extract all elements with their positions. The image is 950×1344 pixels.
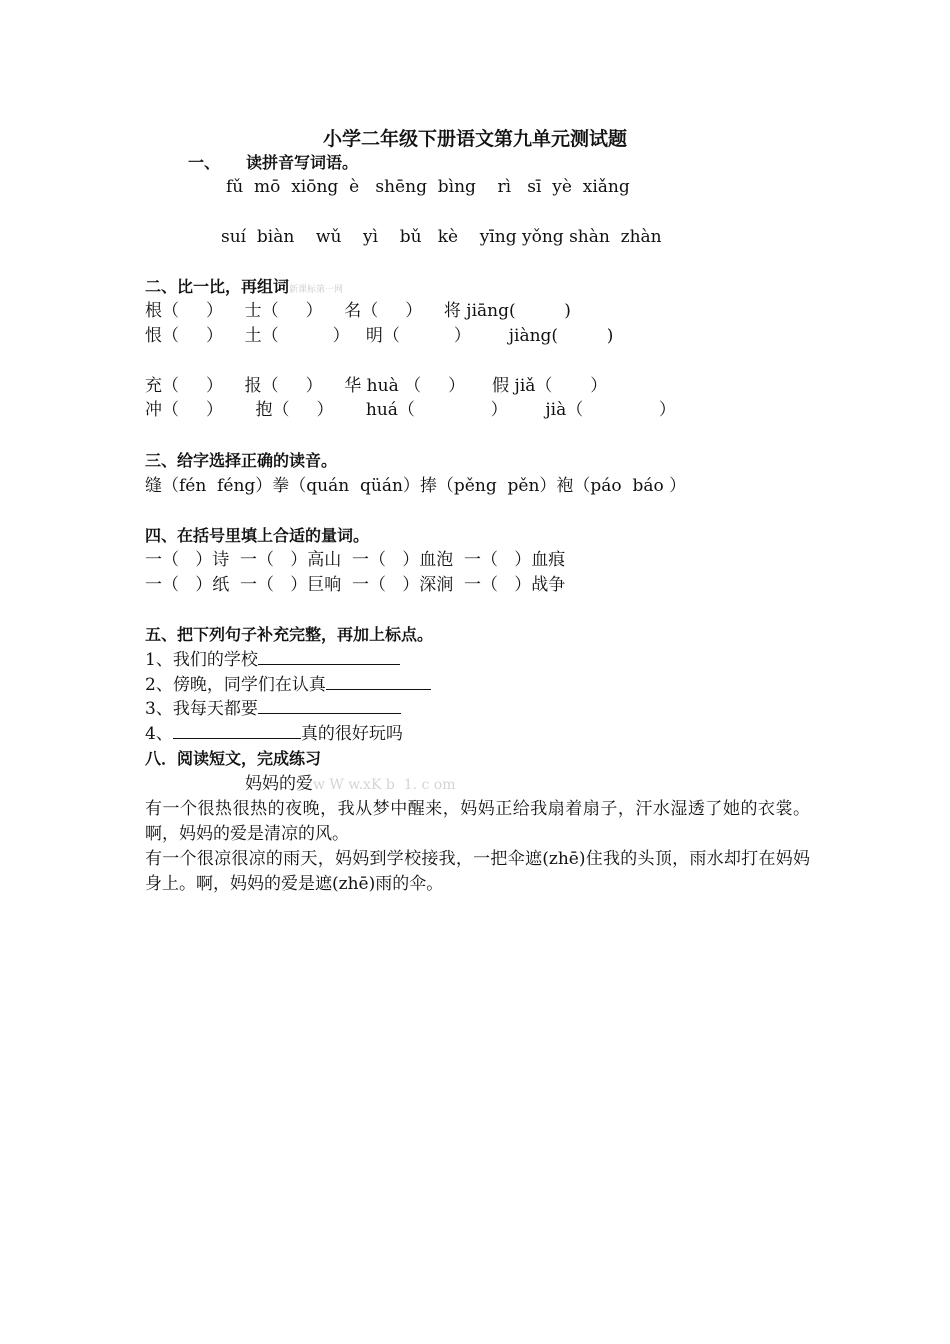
story-watermark: w W w.xK b 1. c om bbox=[313, 777, 456, 793]
section5-heading: 五、把下列句子补充完整，再加上标点。 bbox=[145, 625, 434, 644]
sentence-item-4-prefix: 4、 bbox=[145, 724, 173, 744]
sentence-item-1-text: 1、我们的学校 bbox=[145, 650, 258, 670]
story-paragraph-1: 有一个很热很热的夜晚，我从梦中醒来，妈妈正给我扇着扇子，汗水湿透了她的衣裳。啊，妈妈的爱是清凉的风。 bbox=[145, 799, 810, 844]
pinyin-row-2: suí biàn wǔ yì bǔ kè yīng yǒng shàn zhàn bbox=[221, 227, 662, 247]
measure-word-row-2: 一（ ）纸 一（ ）巨响 一（ ）深涧 一（ ）战争 bbox=[145, 575, 566, 595]
compare-row-1: 根（ ） 士（ ） 名（ ） 将 jiāng( ) bbox=[145, 301, 571, 321]
pronunciation-row: 缝（fén féng）拳（quán qüán）捧（pěng pěn）袍（páo báo ） bbox=[145, 476, 687, 496]
sentence-item-4-suffix: 真的很好玩吗 bbox=[300, 724, 403, 744]
section2-heading-line bbox=[145, 276, 343, 301]
answer-blank-3[interactable] bbox=[258, 698, 401, 714]
sentence-item-1 bbox=[145, 649, 400, 671]
sentence-item-4 bbox=[145, 723, 403, 745]
answer-blank-4[interactable] bbox=[173, 723, 301, 739]
section2-heading: 二、比一比，再组词 bbox=[145, 277, 290, 296]
section4-heading: 四、在括号里填上合适的量词。 bbox=[145, 526, 370, 545]
compare-row-4: 冲（ ） 抱（ ） huá（ ） jià（ ） bbox=[145, 400, 676, 420]
story-paragraph-2: 有一个很凉很凉的雨天，妈妈到学校接我，一把伞遮(zhē)住我的头顶，雨水却打在妈妈身上。啊，妈妈的爱是遮(zhē)雨的伞。 bbox=[145, 849, 810, 894]
sentence-item-3-text: 3、我每天都要 bbox=[145, 699, 258, 719]
pinyin-row-1: fǔ mō xiōng è shēng bìng rì sī yè xiǎng bbox=[226, 177, 630, 197]
answer-blank-2[interactable] bbox=[326, 674, 431, 690]
section1-heading: 读拼音写词语。 bbox=[246, 153, 359, 172]
compare-row-3: 充（ ） 报（ ） 华 huà （ ） 假 jiǎ（ ） bbox=[145, 376, 608, 396]
story-title-line bbox=[245, 773, 456, 796]
compare-row-2: 恨（ ） 土（ ） 明（ ） jiàng( ) bbox=[145, 326, 614, 346]
section8-heading: 八．阅读短文，完成练习 bbox=[145, 749, 322, 768]
section1-number: 一、 bbox=[188, 153, 221, 172]
sentence-item-2-text: 2、傍晚，同学们在认真 bbox=[145, 675, 326, 695]
section2-watermark: 新课标第一网 bbox=[289, 285, 344, 295]
sentence-item-3 bbox=[145, 698, 401, 720]
page-title: 小学二年级下册语文第九单元测试题 bbox=[322, 128, 627, 150]
answer-blank-1[interactable] bbox=[258, 649, 400, 665]
sentence-item-2 bbox=[145, 674, 431, 696]
story-title: 妈妈的爱 bbox=[245, 774, 313, 794]
section3-heading: 三、给字选择正确的读音。 bbox=[145, 451, 338, 470]
measure-word-row-1: 一（ ）诗 一（ ）高山 一（ ）血泡 一（ ）血痕 bbox=[145, 550, 566, 570]
